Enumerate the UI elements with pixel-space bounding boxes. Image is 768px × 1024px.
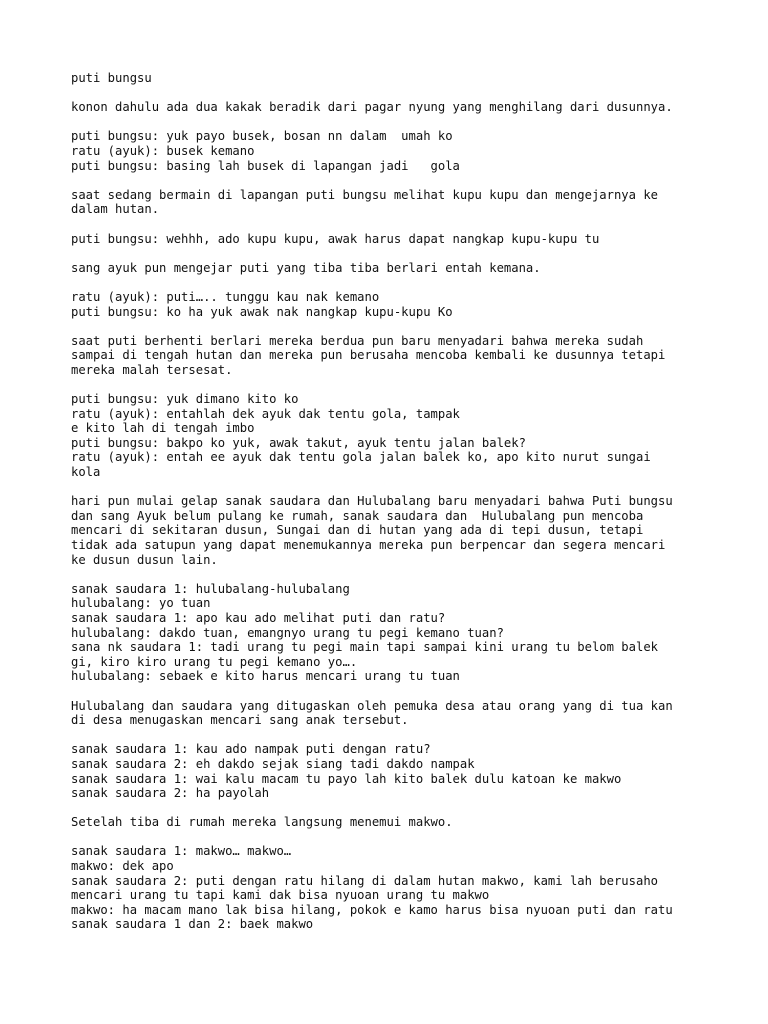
text-line: dalam hutan. [71,202,160,217]
text-line: hulubalang: yo tuan [71,596,211,611]
text-line: kola [71,465,101,480]
text-line: puti bungsu: yuk payo busek, bosan nn dalam umah ko [71,129,453,144]
text-line: dan sang Ayuk belum pulang ke rumah, sanak saudara dan Hulubalang pun mencoba [71,508,644,523]
document-title [71,71,751,86]
text-line: makwo: ha macam mano lak bisa hilang, pokok e kamo harus bisa nyuoan puti dan ratu [71,902,673,917]
text-line: saat sedang bermain di lapangan puti bungsu melihat kupu kupu dan mengejarnya ke [71,187,658,202]
text-line: ke dusun dusun lain. [71,552,218,567]
text-line: sanak saudara 1: wai kalu macam tu payo lah kito balek dulu katoan ke makwo [71,771,622,786]
paragraph [71,100,751,115]
text-line: sanak saudara 1: makwo… makwo… [71,844,292,859]
text-line: sampai di tengah hutan dan mereka pun berusaha mencoba kembali ke dusunnya tetapi [71,348,666,363]
text-line: di desa menugaskan mencari sang anak tersebut. [71,713,409,728]
paragraph [71,742,751,800]
paragraph [71,334,751,378]
text-line: saat puti berhenti berlari mereka berdua pun baru menyadari bahwa mereka sudah [71,333,644,348]
text-line: puti bungsu: wehhh, ado kupu kupu, awak harus dapat nangkap kupu-kupu tu [71,231,600,246]
text-line: sanak saudara 1: apo kau ado melihat puti dan ratu? [71,610,446,625]
text-line: puti bungsu: bakpo ko yuk, awak takut, ayuk tentu jalan balek? [71,435,526,450]
paragraph [71,392,751,480]
paragraph [71,290,751,319]
text-line: sanak saudara 2: ha payolah [71,786,270,801]
text-line: Hulubalang dan saudara yang ditugaskan oleh pemuka desa atau orang yang di tua kan [71,698,673,713]
paragraph [71,261,751,276]
text-line: sanak saudara 1 dan 2: baek makwo [71,917,314,932]
text-line: mencari di sekitaran dusun, Sungai dan di hutan yang ada di tepi dusun, tetapi [71,523,644,538]
text-line: Setelah tiba di rumah mereka langsung menemui makwo. [71,815,453,830]
text-line: sanak saudara 1: kau ado nampak puti dengan ratu? [71,742,431,757]
paragraph [71,844,751,932]
text-line: hulubalang: sebaek e kito harus mencari urang tu tuan [71,669,460,684]
paragraph [71,494,751,567]
text-line: ratu (ayuk): busek kemano [71,143,255,158]
text-line: puti bungsu: yuk dimano kito ko [71,392,299,407]
text-line: gi, kiro kiro urang tu pegi kemano yo…. [71,654,358,669]
paragraph [71,188,751,217]
text-line: hari pun mulai gelap sanak saudara dan Hulubalang baru menyadari bahwa Puti bungsu [71,494,673,509]
paragraph [71,582,751,684]
text-line: tidak ada satupun yang dapat menemukannya mereka pun berpencar dan segera mencari [71,538,666,552]
paragraph [71,815,751,830]
text-line: mencari urang tu tapi kami dak bisa nyuoan urang tu makwo [71,888,490,903]
paragraph [71,129,751,173]
paragraph [71,232,751,247]
document-page [71,71,751,947]
text-line: ratu (ayuk): entahlah dek ayuk dak tentu gola, tampak [71,406,460,421]
text-line: hulubalang: dakdo tuan, emangnyo urang tu pegi kemano tuan? [71,625,504,640]
text-line: e kito lah di tengah imbo [71,421,255,436]
text-line: puti bungsu: basing lah busek di lapangan jadi gola [71,158,460,173]
text-line: makwo: dek apo [71,859,174,874]
text-line: sana nk saudara 1: tadi urang tu pegi main tapi sampai kini urang tu belom balek [71,640,658,655]
paragraph [71,699,751,728]
text-line: sanak saudara 1: hulubalang-hulubalang [71,581,350,596]
text-line: konon dahulu ada dua kakak beradik dari pagar nyung yang menghilang dari dusunnya. [71,100,673,115]
text-line: puti bungsu [71,71,152,85]
text-line: sang ayuk pun mengejar puti yang tiba tiba berlari entah kemana. [71,260,541,275]
text-line: mereka malah tersesat. [71,362,233,377]
text-line: sanak saudara 2: puti dengan ratu hilang di dalam hutan makwo, kami lah berusaho [71,873,658,888]
text-line: ratu (ayuk): puti….. tunggu kau nak kemano [71,289,380,304]
text-line: ratu (ayuk): entah ee ayuk dak tentu gola jalan balek ko, apo kito nurut sungai [71,450,651,465]
text-line: sanak saudara 2: eh dakdo sejak siang tadi dakdo nampak [71,756,475,771]
text-line: puti bungsu: ko ha yuk awak nak nangkap kupu-kupu Ko [71,304,453,319]
